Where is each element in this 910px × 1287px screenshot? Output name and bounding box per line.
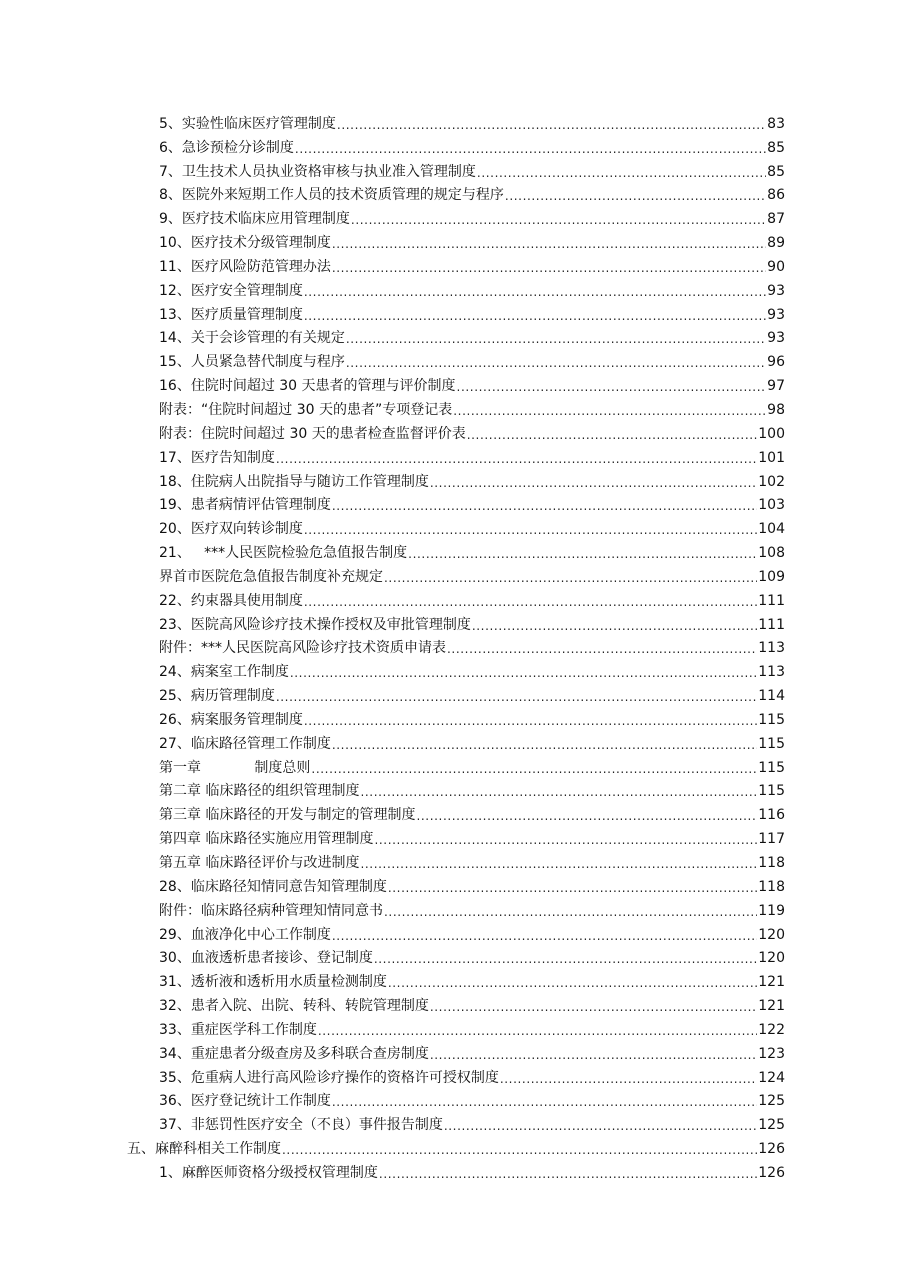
dot-leader <box>408 546 757 562</box>
toc-entry[interactable] <box>159 491 785 515</box>
dot-leader <box>337 117 766 133</box>
toc-entry[interactable] <box>159 252 785 276</box>
toc-entry[interactable] <box>159 944 785 968</box>
toc-entry-page-number: 93 <box>767 306 785 323</box>
dot-leader <box>304 284 766 300</box>
toc-entry-title: 29、血液净化中心工作制度 <box>159 926 331 943</box>
toc-entry[interactable] <box>159 872 785 896</box>
toc-entry-page-number: 87 <box>767 211 785 228</box>
toc-entry-page-number: 102 <box>758 473 785 490</box>
dot-leader <box>447 641 757 657</box>
toc-entry-page-number: 115 <box>758 711 785 728</box>
toc-entry-title: 28、临床路径知情同意告知管理制度 <box>159 878 387 895</box>
dot-leader <box>346 331 766 347</box>
toc-entry-title: 第五章 临床路径评价与改进制度 <box>159 855 360 871</box>
toc-entry[interactable] <box>159 395 785 419</box>
toc-entry-page-number: 86 <box>767 187 785 204</box>
dot-leader <box>304 522 757 538</box>
toc-entry-page-number: 103 <box>758 497 785 514</box>
toc-entry-page-number: 104 <box>758 521 785 538</box>
dot-leader <box>360 784 757 800</box>
toc-entry[interactable] <box>159 347 785 371</box>
toc-entry[interactable] <box>159 300 785 324</box>
toc-entry[interactable] <box>159 467 785 491</box>
toc-entry[interactable] <box>159 586 785 610</box>
toc-entry-title: 23、医院高风险诊疗技术操作授权及审批管理制度 <box>159 616 471 633</box>
dot-leader <box>290 665 757 681</box>
toc-entry-page-number: 115 <box>758 735 785 752</box>
dot-leader <box>295 141 766 157</box>
toc-entry-title: 21、 ***人民医院检验危急值报告制度 <box>159 545 408 562</box>
toc-entry-page-number: 111 <box>758 592 785 609</box>
toc-entry[interactable] <box>159 133 785 157</box>
toc-entry-page-number: 118 <box>758 855 785 871</box>
toc-entry-title: 9、医疗技术临床应用管理制度 <box>159 211 350 228</box>
toc-entry-title: 13、医疗质量管理制度 <box>159 306 303 323</box>
dot-leader <box>477 165 766 181</box>
toc-entry-title: 界首市医院危急值报告制度补充规定 <box>159 568 383 585</box>
toc-entry-page-number: 120 <box>758 950 785 967</box>
toc-entry-page-number: 116 <box>758 807 785 824</box>
toc-entry[interactable] <box>159 657 785 681</box>
toc-entry-title: 5、实验性临床医疗管理制度 <box>159 115 336 132</box>
toc-entry[interactable] <box>159 1063 785 1087</box>
toc-entry-page-number: 114 <box>758 688 785 705</box>
dot-leader <box>388 880 757 896</box>
dot-leader <box>384 904 757 920</box>
toc-entry[interactable] <box>159 1087 785 1111</box>
toc-entry-title: 14、关于会诊管理的有关规定 <box>159 330 345 347</box>
toc-entry-title: 1、麻醉医师资格分级授权管理制度 <box>159 1164 378 1181</box>
toc-entry-title: 第二章 临床路径的组织管理制度 <box>159 783 360 800</box>
dot-leader <box>304 594 757 610</box>
dot-leader <box>332 260 766 276</box>
toc-entry-title: 附件：***人民医院高风险诊疗技术资质申请表 <box>159 640 446 657</box>
toc-entry-page-number: 93 <box>767 330 785 347</box>
toc-entry[interactable] <box>159 538 785 562</box>
toc-entry-title: 27、临床路径管理工作制度 <box>159 735 331 752</box>
toc-entry-page-number: 83 <box>767 115 785 132</box>
toc-entry-title: 附件：临床路径病种管理知情同意书 <box>159 902 383 919</box>
toc-entry-page-number: 98 <box>767 401 785 418</box>
toc-entry-page-number: 118 <box>758 878 785 895</box>
toc-entry-page-number: 113 <box>758 640 785 657</box>
toc-entry[interactable] <box>159 729 785 753</box>
toc-entry[interactable] <box>159 276 785 300</box>
toc-entry-page-number: 125 <box>758 1117 785 1134</box>
toc-entry-page-number: 89 <box>767 235 785 252</box>
toc-entry-page-number: 100 <box>758 425 785 442</box>
toc-entry-title: 32、患者入院、出院、转科、转院管理制度 <box>159 998 429 1015</box>
dot-leader <box>430 999 757 1015</box>
toc-entry-page-number: 109 <box>758 568 785 585</box>
toc-entry-title: 11、医疗风险防范管理办法 <box>159 258 331 275</box>
dot-leader <box>379 1166 757 1182</box>
toc-entry[interactable] <box>159 514 785 538</box>
toc-entry-title: 33、重症医学科工作制度 <box>159 1021 317 1038</box>
toc-entry-title: 第一章 制度总则 <box>159 759 311 776</box>
toc-entry[interactable] <box>159 562 785 586</box>
toc-entry-title: 16、住院时间超过 30 天患者的管理与评价制度 <box>159 378 456 395</box>
toc-entry-page-number: 85 <box>767 139 785 156</box>
toc-entry-page-number: 115 <box>758 759 785 776</box>
dot-leader <box>346 355 766 371</box>
toc-entry[interactable] <box>159 634 785 658</box>
toc-entry-page-number: 126 <box>758 1164 785 1181</box>
toc-entry[interactable] <box>159 920 785 944</box>
dot-leader <box>472 618 757 634</box>
toc-entry-page-number: 101 <box>758 449 785 466</box>
dot-leader <box>416 808 757 824</box>
toc-entry[interactable] <box>159 824 785 848</box>
toc-entry-title: 8、医院外来短期工作人员的技术资质管理的规定与程序 <box>159 187 504 204</box>
toc-entry-page-number: 121 <box>758 998 785 1015</box>
toc-entry-page-number: 121 <box>758 974 785 991</box>
toc-entry-page-number: 111 <box>758 616 785 633</box>
toc-entry-title: 18、住院病人出院指导与随访工作管理制度 <box>159 473 429 490</box>
toc-entry-title: 36、医疗登记统计工作制度 <box>159 1093 331 1110</box>
toc-entry-page-number: 85 <box>767 163 785 180</box>
dot-leader <box>304 308 766 324</box>
toc-entry[interactable] <box>159 967 785 991</box>
toc-entry-title: 7、卫生技术人员执业资格审核与执业准入管理制度 <box>159 163 476 180</box>
dot-leader <box>332 1094 757 1110</box>
dot-leader <box>311 761 757 777</box>
toc-entry[interactable] <box>159 753 785 777</box>
dot-leader <box>332 236 766 252</box>
toc-entry-title: 31、透析液和透析用水质量检测制度 <box>159 974 387 991</box>
dot-leader <box>304 713 757 729</box>
dot-leader <box>384 570 757 586</box>
toc-entry[interactable] <box>159 896 785 920</box>
toc-entry-title: 30、血液透析患者接诊、登记制度 <box>159 950 373 967</box>
toc-entry-title: 22、约束器具使用制度 <box>159 592 303 609</box>
toc-entry-page-number: 124 <box>758 1069 785 1086</box>
toc-entry[interactable] <box>127 1134 785 1158</box>
toc-entry[interactable] <box>159 777 785 801</box>
toc-entry-title: 五、麻醉科相关工作制度 <box>127 1141 281 1158</box>
toc-entry-page-number: 93 <box>767 282 785 299</box>
toc-entry[interactable] <box>159 371 785 395</box>
dot-leader <box>388 975 757 991</box>
toc-entry-page-number: 120 <box>758 926 785 943</box>
toc-entry[interactable] <box>159 157 785 181</box>
dot-leader <box>467 427 758 443</box>
toc-entry-page-number: 119 <box>758 902 785 919</box>
toc-entry-title: 35、危重病人进行高风险诊疗操作的资格许可授权制度 <box>159 1069 499 1086</box>
dot-leader <box>453 403 766 419</box>
toc-entry-title: 15、人员紧急替代制度与程序 <box>159 354 345 371</box>
toc-entry-title: 附表：住院时间超过 30 天的患者检查监督评价表 <box>159 425 466 442</box>
toc-entry[interactable] <box>159 1158 785 1182</box>
dot-leader <box>430 1047 757 1063</box>
toc-entry[interactable] <box>159 204 785 228</box>
toc-entry-page-number: 126 <box>758 1141 785 1158</box>
toc-entry[interactable] <box>159 324 785 348</box>
toc-entry-title: 20、医疗双向转诊制度 <box>159 521 303 538</box>
toc-entry-title: 34、重症患者分级查房及多科联合查房制度 <box>159 1045 429 1062</box>
toc-entry-page-number: 117 <box>758 831 785 848</box>
toc-entry[interactable] <box>159 681 785 705</box>
toc-entry-page-number: 115 <box>758 783 785 800</box>
toc-entry-page-number: 125 <box>758 1093 785 1110</box>
dot-leader <box>430 475 757 491</box>
toc-entry-page-number: 96 <box>767 354 785 371</box>
toc-entry-page-number: 97 <box>767 378 785 395</box>
dot-leader <box>282 1142 757 1158</box>
dot-leader <box>505 188 766 204</box>
toc-entry[interactable] <box>159 109 785 133</box>
dot-leader <box>374 832 757 848</box>
toc-entry-title: 37、非惩罚性医疗安全（不良）事件报告制度 <box>159 1117 443 1134</box>
dot-leader <box>457 379 767 395</box>
toc-entry-page-number: 122 <box>758 1021 785 1038</box>
toc-entry-title: 10、医疗技术分级管理制度 <box>159 235 331 252</box>
toc-entry[interactable] <box>159 610 785 634</box>
dot-leader <box>374 951 757 967</box>
toc-entry-title: 19、患者病情评估管理制度 <box>159 497 331 514</box>
toc-entry[interactable] <box>159 848 785 872</box>
toc-entry[interactable] <box>159 1039 785 1063</box>
dot-leader <box>332 737 757 753</box>
toc-entry-title: 附表：“住院时间超过 30 天的患者”专项登记表 <box>159 401 453 418</box>
toc-entry-page-number: 90 <box>767 258 785 275</box>
toc-entry-title: 26、病案服务管理制度 <box>159 711 303 728</box>
dot-leader <box>276 689 757 705</box>
toc-entry-title: 第四章 临床路径实施应用管理制度 <box>159 831 374 848</box>
toc-entry-title: 24、病案室工作制度 <box>159 664 289 681</box>
toc-entry-title: 6、急诊预检分诊制度 <box>159 139 294 156</box>
dot-leader <box>332 928 757 944</box>
toc-entry-title: 12、医疗安全管理制度 <box>159 282 303 299</box>
dot-leader <box>276 451 757 467</box>
dot-leader <box>444 1118 757 1134</box>
toc-entry-page-number: 108 <box>758 545 785 562</box>
dot-leader <box>351 212 766 228</box>
toc-entry[interactable] <box>159 800 785 824</box>
toc-entry-page-number: 123 <box>758 1045 785 1062</box>
toc-entry[interactable] <box>159 1110 785 1134</box>
toc-entry[interactable] <box>159 705 785 729</box>
toc-entry[interactable] <box>159 419 785 443</box>
dot-leader <box>360 856 757 872</box>
toc-entry[interactable] <box>159 228 785 252</box>
toc-entry[interactable] <box>159 443 785 467</box>
dot-leader <box>332 498 757 514</box>
toc-entry[interactable] <box>159 991 785 1015</box>
dot-leader <box>318 1023 757 1039</box>
toc-entry-page-number: 113 <box>758 664 785 681</box>
toc-entry-title: 25、病历管理制度 <box>159 688 275 705</box>
dot-leader <box>500 1071 757 1087</box>
toc-entry[interactable] <box>159 1015 785 1039</box>
toc-entry-title: 17、医疗告知制度 <box>159 449 275 466</box>
toc-entry[interactable] <box>159 181 785 205</box>
table-of-contents <box>0 109 910 1182</box>
toc-entry-title: 第三章 临床路径的开发与制定的管理制度 <box>159 807 416 824</box>
